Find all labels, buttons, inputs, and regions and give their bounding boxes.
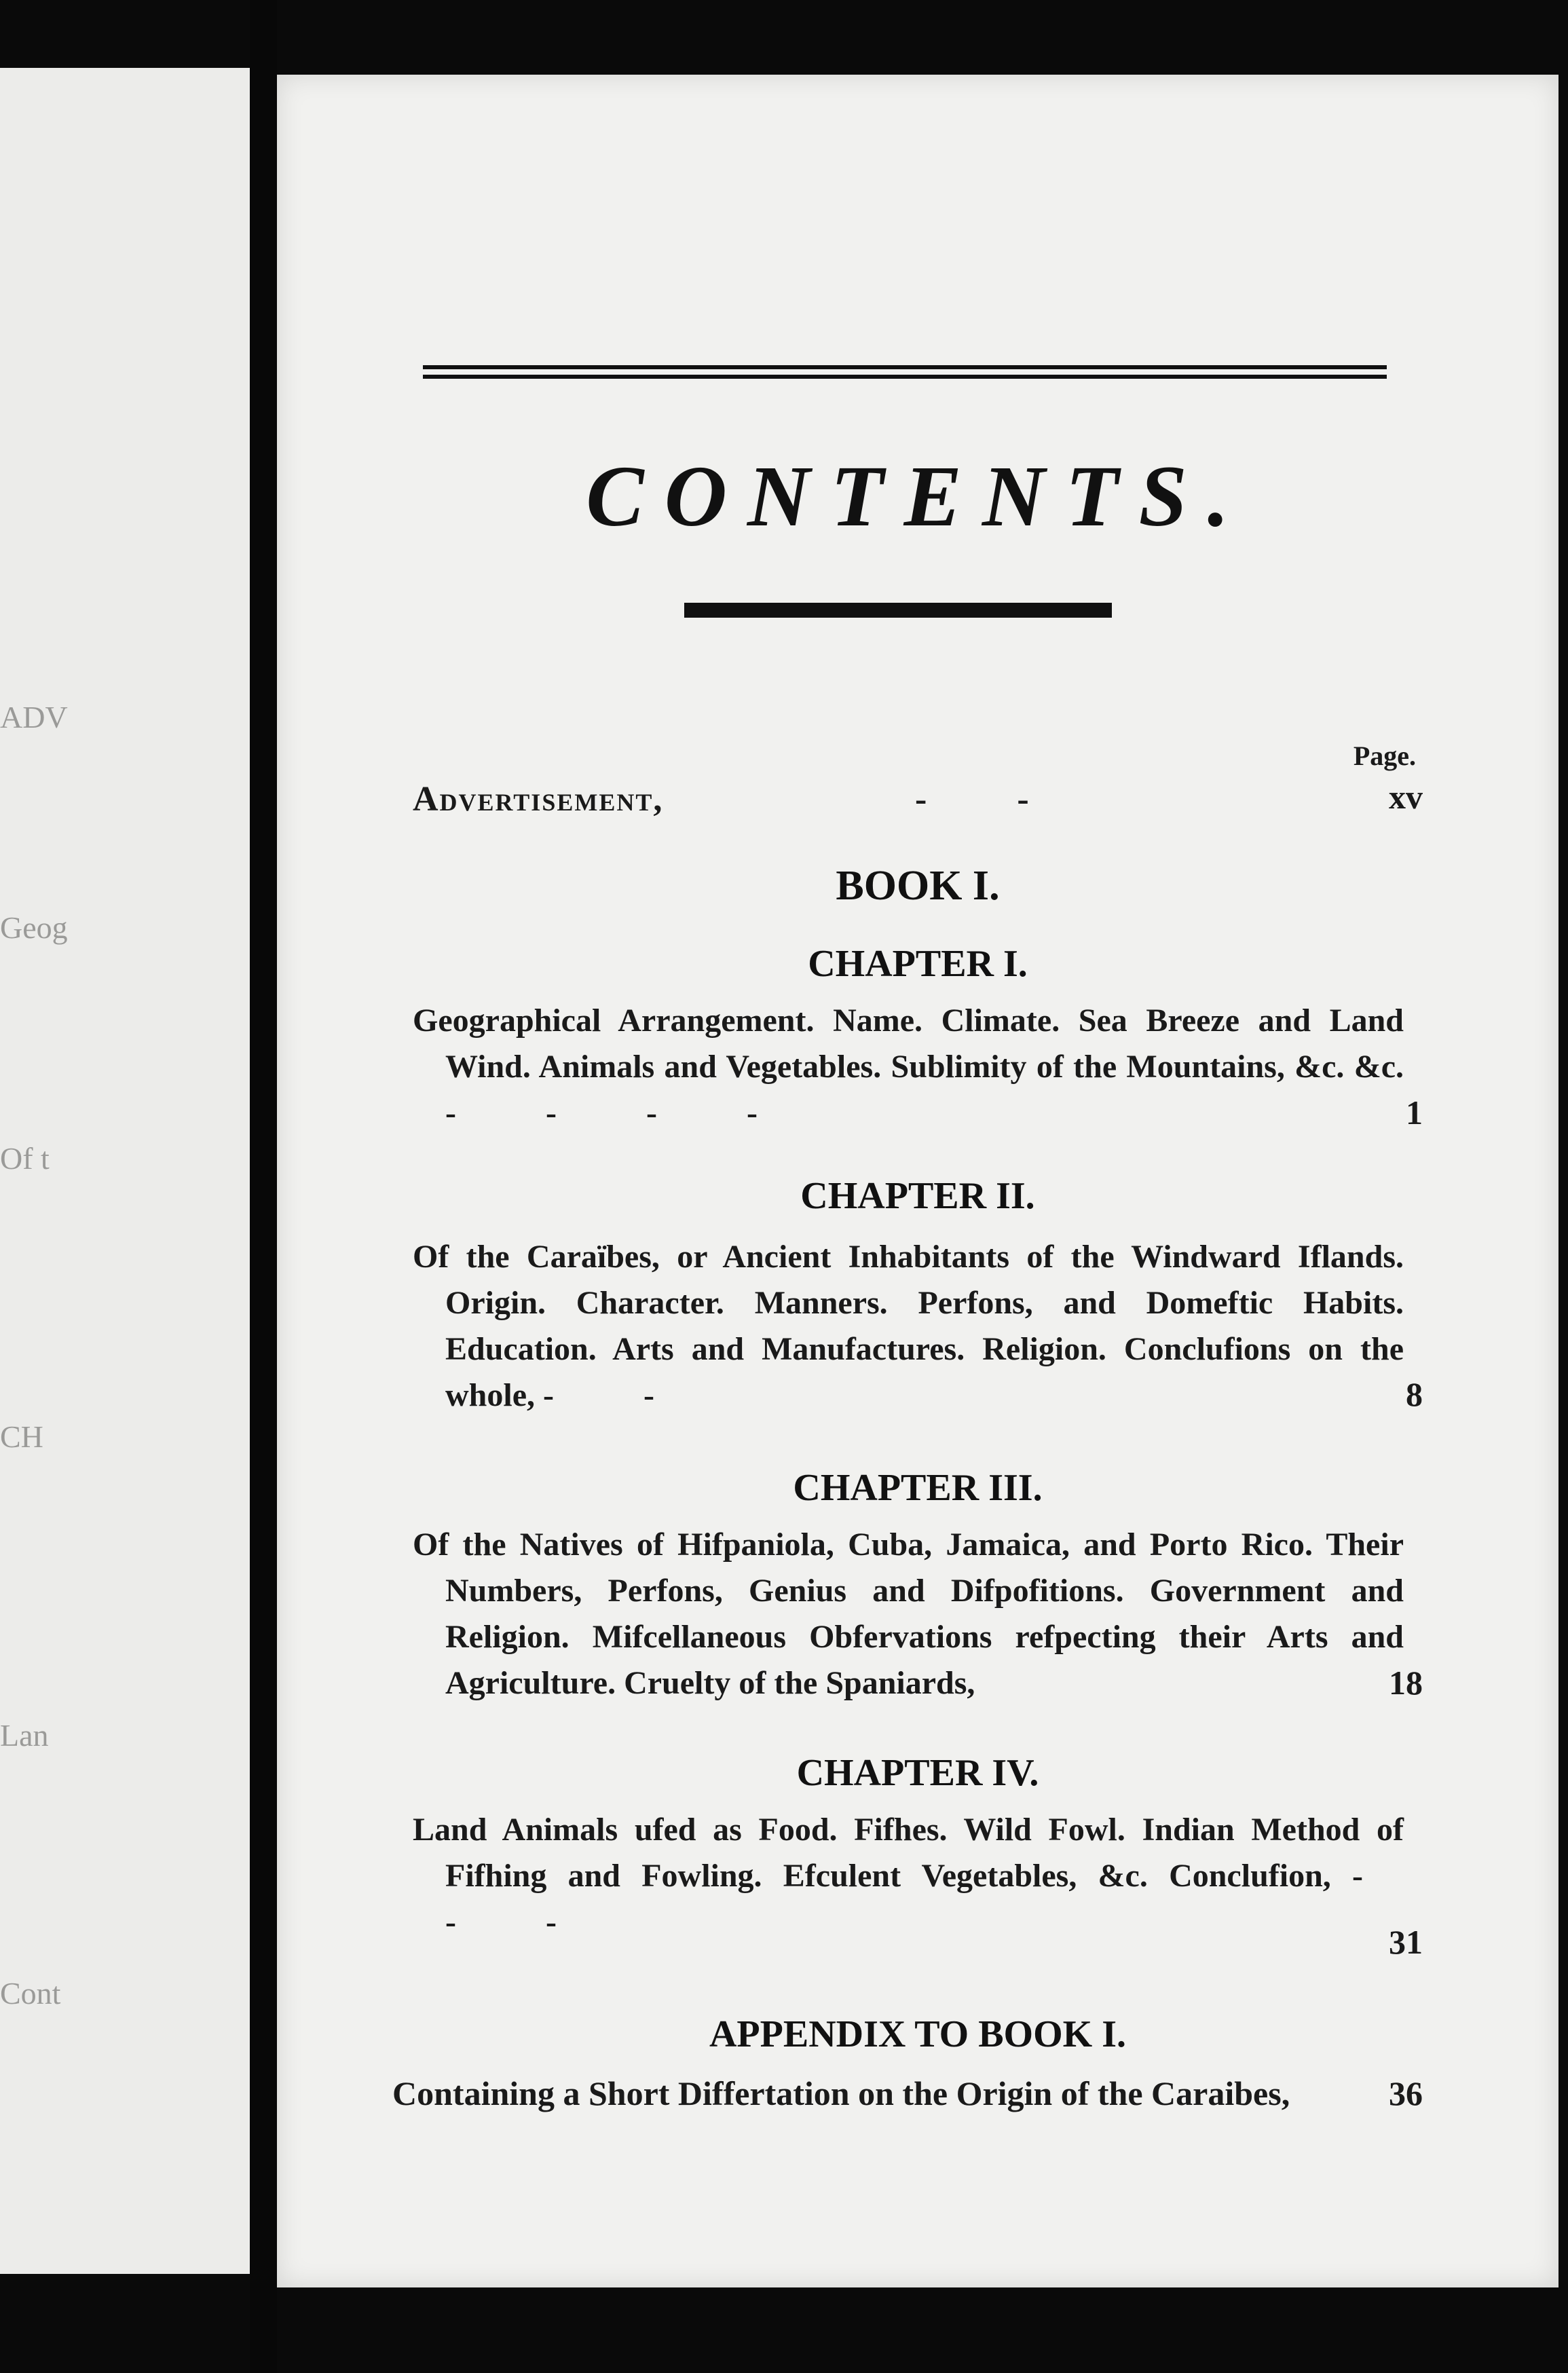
- page-number: 31: [1389, 1923, 1423, 1961]
- appendix-description[interactable]: Containing a Short Differtation on the Origin of the Caraibes,: [392, 2074, 1290, 2112]
- leader-dots: - -: [543, 1377, 695, 1413]
- facing-page-fragment: ADV: [0, 700, 68, 734]
- facing-page-fragment: CH: [0, 1419, 43, 1454]
- advertisement-entry[interactable]: [413, 777, 1423, 822]
- leader-dots: - -: [915, 780, 1070, 819]
- page-number: 18: [1389, 1664, 1423, 1702]
- page-number: 1: [1406, 1094, 1423, 1132]
- chapter-description[interactable]: Geographical Arrangement. Name. Climate. Sea Breeze and Land Wind. Animals and Vegetables. Sublimity of the Mountains, &c. &c. - - - -: [413, 1003, 1404, 1131]
- facing-page-fragment: Geog: [0, 910, 68, 945]
- top-double-rule: [423, 365, 1387, 379]
- appendix-title: APPENDIX TO BOOK I.: [709, 2013, 1127, 2055]
- facing-page-fragment: Cont: [0, 1976, 61, 2011]
- chapter-title: CHAPTER III.: [793, 1467, 1043, 1509]
- page-number: 36: [1389, 2074, 1423, 2112]
- chapter-description[interactable]: Of the Caraïbes, or Ancient Inhabitants of the Windward Iflands. Origin. Character. Manners. Perfons, and Domeftic Habits. Education. Arts and Manufactures. Religion. Conclufions on the whole, - -: [413, 1239, 1404, 1413]
- contents-page: [277, 75, 1558, 2287]
- chapter-description[interactable]: Land Animals ufed as Food. Fifhes. Wild Fowl. Indian Method of Fifhing and Fowling. Efculent Vegetables, &c. Conclufion, - - -: [413, 1812, 1404, 1940]
- title-rule: [684, 603, 1112, 618]
- facing-page: [0, 68, 250, 2274]
- advertisement-label: Advertisement,: [413, 780, 664, 819]
- chapter-title: CHAPTER II.: [800, 1175, 1035, 1217]
- page-title: CONTENTS.: [586, 448, 1250, 544]
- leader-dots: - - -: [445, 1858, 1404, 1940]
- book-title: BOOK I.: [836, 863, 1000, 909]
- chapter-title: CHAPTER IV.: [796, 1752, 1039, 1794]
- leader-dots: - - - -: [445, 1095, 798, 1131]
- page-number: 8: [1406, 1375, 1423, 1413]
- facing-page-fragment: Lan: [0, 1718, 49, 1753]
- chapter-description[interactable]: Of the Natives of Hifpaniola, Cuba, Jamaica, and Porto Rico. Their Numbers, Perfons, Genius and Difpofitions. Government and Religion. Mifcellaneous Obfervations refpecting their Arts and Agriculture. Cruelty of the Spaniards,: [413, 1527, 1404, 1701]
- book-gutter: [250, 0, 277, 2373]
- page-column-label: Page.: [1353, 741, 1416, 771]
- page-number: xv: [1389, 778, 1423, 816]
- facing-page-fragment: Of t: [0, 1141, 50, 1176]
- chapter-title: CHAPTER I.: [808, 943, 1028, 985]
